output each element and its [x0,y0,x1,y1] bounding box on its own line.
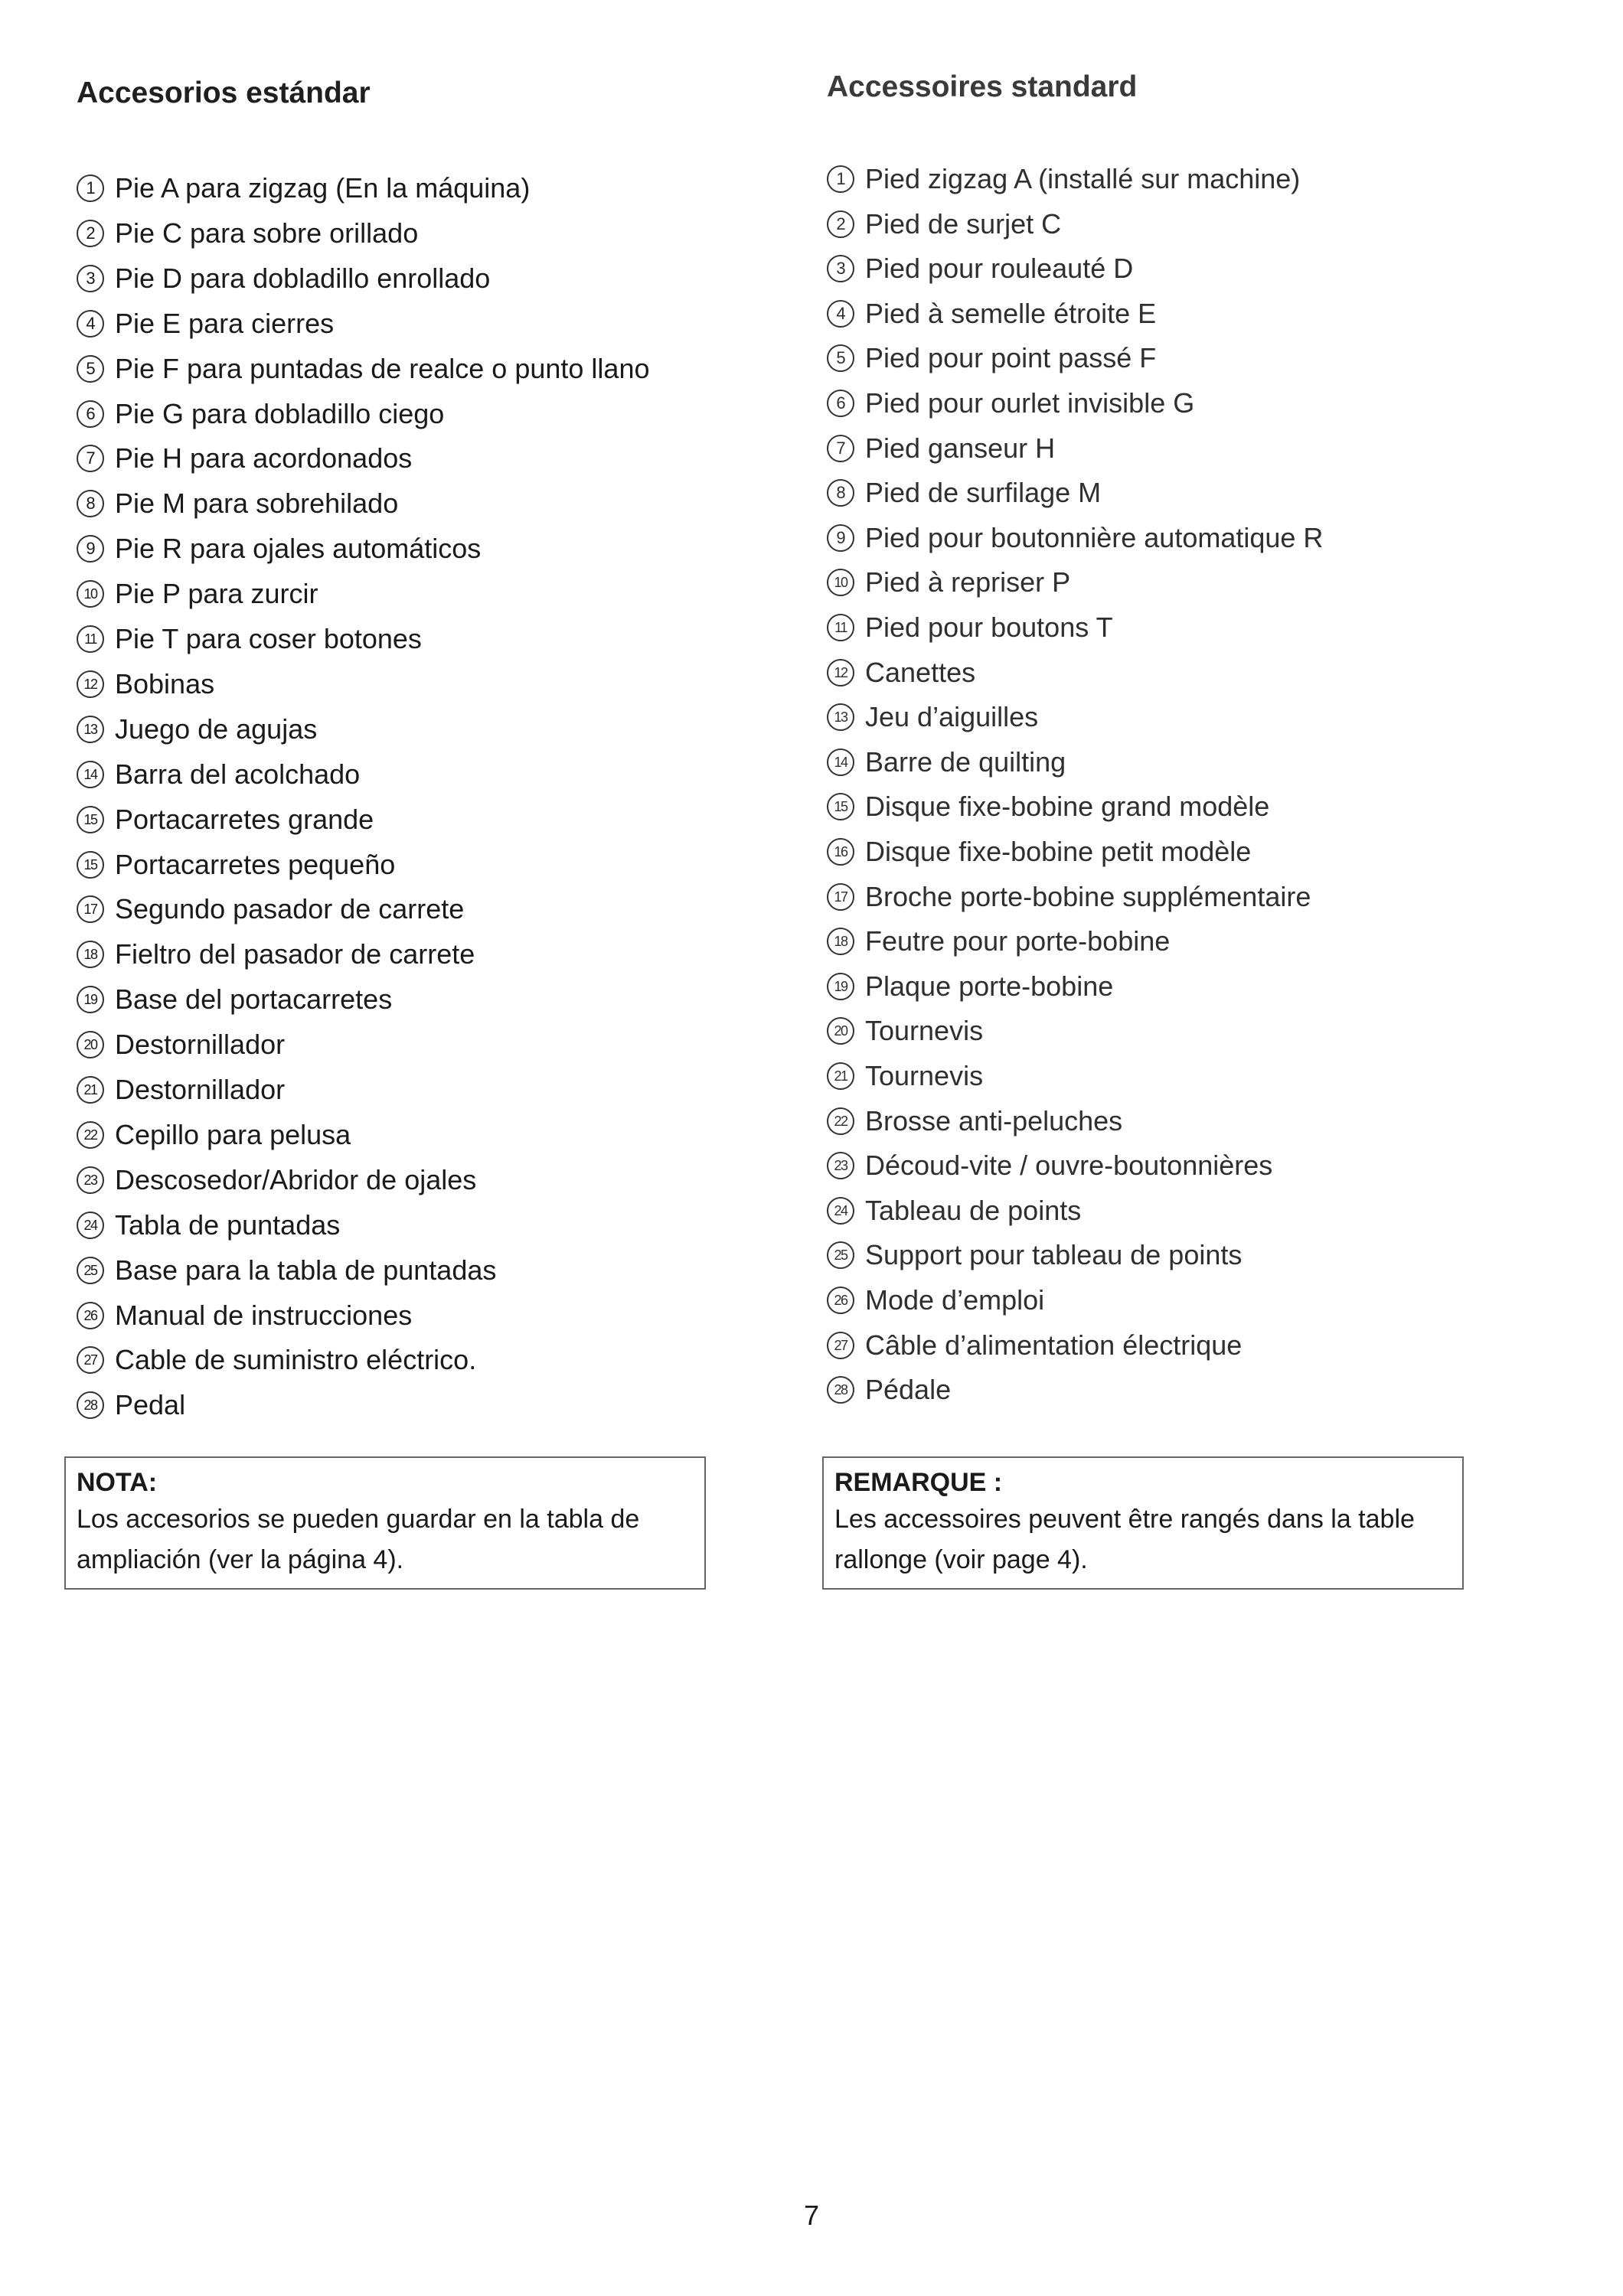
list-item [77,1254,496,1287]
item-label: Pie C para sobre orillado [115,217,419,249]
item-number-badge: 14 [827,748,854,776]
item-label: Mode d’emploi [865,1284,1045,1316]
item-number-badge: 24 [77,1212,104,1239]
item-number-badge: 23 [77,1166,104,1194]
item-label: Câble d’alimentation électrique [865,1329,1243,1361]
item-number-badge: 28 [77,1391,104,1419]
item-number-badge: 7 [77,445,104,472]
list-item [77,803,374,837]
item-number-badge: 15 [77,806,104,833]
item-label: Pied pour ourlet invisible G [865,387,1195,419]
item-number-badge: 24 [827,1197,854,1225]
list-item [827,476,1101,510]
item-label: Pie E para cierres [115,307,335,339]
item-label: Fieltro del pasador de carrete [115,938,475,970]
list-item [77,938,475,971]
list-item [827,745,1066,779]
note-text-line-1-french: Les accessoires peuvent être rangés dans la table [834,1505,1415,1534]
list-item [827,835,1251,869]
list-item [77,848,395,882]
item-number-badge: 6 [827,390,854,417]
item-label: Pie D para dobladillo enrollado [115,262,491,294]
item-number-badge: 14 [77,761,104,788]
list-item [827,611,1113,644]
item-label: Destornillador [115,1074,286,1105]
item-number-badge: 22 [827,1107,854,1135]
item-label: Brosse anti-peluches [865,1104,1123,1137]
list-item [77,1118,351,1152]
item-number-badge: 9 [77,535,104,563]
item-number-badge: 2 [77,220,104,247]
list-item [77,307,334,341]
list-item [77,577,318,611]
item-number-badge: 21 [827,1062,854,1090]
section-heading-spanish: Accesorios estándar [77,77,371,109]
item-number-badge: 10 [77,580,104,608]
list-item [827,1373,951,1407]
item-number-badge: 12 [77,670,104,698]
item-label: Plaque porte-bobine [865,970,1114,1002]
item-label: Base del portacarretes [115,983,393,1016]
item-label: Barre de quilting [865,745,1066,778]
list-item [77,442,412,475]
list-item [827,207,1061,241]
item-label: Base para la tabla de puntadas [115,1254,497,1286]
item-number-badge: 18 [77,941,104,968]
item-label: Tabla de puntadas [115,1208,341,1241]
list-item [827,1104,1122,1138]
item-label: Pie M para sobrehilado [115,488,399,520]
item-number-badge: 3 [827,255,854,282]
item-label: Pied de surfilage M [865,477,1102,509]
item-label: Cable de suministro eléctrico. [115,1344,477,1376]
list-item [77,262,490,295]
list-item [827,1059,983,1093]
item-number-badge: 16 [827,838,854,866]
item-label: Support pour tableau de points [865,1239,1243,1271]
item-number-badge: 25 [827,1241,854,1269]
item-label: Segundo pasador de carrete [115,893,465,925]
item-number-badge: 19 [77,986,104,1013]
list-item [77,1208,340,1242]
item-label: Pied zigzag A (installé sur machine) [865,163,1301,194]
list-item [827,656,975,690]
note-box-french [822,1456,1464,1590]
list-item [827,1014,983,1048]
item-label: Canettes [865,656,976,688]
item-label: Pie G para dobladillo ciego [115,397,445,429]
item-label: Tournevis [865,1015,984,1047]
section-heading-french: Accessoires standard [827,70,1138,103]
page-number: 7 [803,2200,820,2231]
list-item [77,622,422,656]
list-item [827,925,1170,958]
item-label: Destornillador [115,1029,286,1061]
item-number-badge: 8 [77,490,104,517]
list-item [827,162,1300,196]
item-label: Pedal [115,1389,186,1421]
item-number-badge: 17 [827,883,854,911]
item-label: Pied de surjet C [865,207,1062,240]
item-number-badge: 6 [77,400,104,428]
item-number-badge: 17 [77,895,104,923]
item-label: Juego de agujas [115,713,318,745]
item-label: Bobinas [115,667,215,700]
list-item [77,983,392,1016]
list-item [77,217,418,250]
list-item [827,252,1133,285]
list-item [827,1238,1242,1272]
list-item [77,1163,476,1197]
item-label: Pédale [865,1374,952,1406]
list-item [827,566,1070,599]
list-item [77,487,398,520]
item-label: Pie P para zurcir [115,578,318,610]
item-label: Portacarretes grande [115,803,374,835]
list-item [77,667,214,701]
item-number-badge: 11 [77,625,104,653]
item-label: Pie F para puntadas de realce o punto llano [115,352,650,384]
item-label: Descosedor/Abridor de ojales [115,1163,477,1195]
item-number-badge: 3 [77,265,104,292]
item-number-badge: 7 [827,435,854,462]
list-item [77,1028,285,1062]
item-label: Cepillo para pelusa [115,1118,351,1150]
item-label: Découd-vite / ouvre-boutonnières [865,1150,1273,1182]
item-number-badge: 27 [77,1346,104,1374]
item-number-badge: 15 [77,851,104,879]
list-item [77,397,444,431]
item-number-badge: 5 [77,355,104,383]
item-label: Pie R para ojales automáticos [115,533,482,565]
list-item [77,171,530,205]
item-label: Tableau de points [865,1194,1082,1226]
item-number-badge: 11 [827,614,854,641]
item-label: Portacarretes pequeño [115,848,396,880]
item-number-badge: 15 [827,793,854,820]
item-number-badge: 19 [827,973,854,1000]
note-title-spanish: NOTA: [77,1468,158,1497]
list-item [827,386,1194,420]
item-number-badge: 23 [827,1152,854,1179]
item-label: Pied pour point passé F [865,342,1157,374]
item-label: Pie H para acordonados [115,442,413,475]
list-item [827,521,1323,555]
item-label: Broche porte-bobine supplémentaire [865,880,1311,912]
list-item [77,1073,285,1107]
list-item [827,1283,1044,1317]
list-item [77,758,360,791]
list-item [827,297,1156,331]
item-number-badge: 26 [77,1302,104,1329]
item-number-badge: 26 [827,1287,854,1314]
list-item [77,892,464,926]
note-box-spanish [64,1456,706,1590]
item-number-badge: 27 [827,1332,854,1359]
list-item [827,1329,1242,1362]
item-number-badge: 25 [77,1257,104,1284]
item-number-badge: 5 [827,344,854,372]
list-item [77,1343,476,1377]
item-label: Pied pour boutons T [865,612,1113,643]
list-item [77,1388,185,1422]
item-number-badge: 8 [827,479,854,507]
list-item [827,341,1156,375]
item-label: Jeu d’aiguilles [865,701,1039,733]
item-label: Pie A para zigzag (En la máquina) [115,172,531,204]
note-text-line-2-french: rallonge (voir page 4). [834,1545,1088,1574]
item-number-badge: 22 [77,1121,104,1149]
list-item [77,1299,412,1332]
item-number-badge: 4 [77,310,104,338]
item-label: Pied ganseur H [865,432,1056,464]
note-title-french: REMARQUE : [834,1468,1003,1497]
list-item [827,970,1113,1003]
list-item [77,532,481,566]
item-number-badge: 4 [827,300,854,328]
item-number-badge: 1 [827,165,854,193]
item-number-badge: 13 [827,703,854,731]
list-item [827,700,1038,734]
item-number-badge: 28 [827,1376,854,1404]
list-item [827,790,1269,823]
item-number-badge: 20 [77,1031,104,1058]
item-number-badge: 1 [77,174,104,202]
item-number-badge: 9 [827,524,854,552]
note-text-line-1-spanish: Los accesorios se pueden guardar en la tabla de [77,1505,640,1534]
item-number-badge: 10 [827,569,854,596]
list-item [827,880,1311,914]
item-label: Pied à repriser P [865,566,1071,598]
item-number-badge: 2 [827,210,854,238]
item-number-badge: 20 [827,1017,854,1045]
item-label: Pied pour rouleauté D [865,253,1134,285]
item-number-badge: 13 [77,716,104,743]
list-item [77,713,317,746]
item-label: Disque fixe-bobine petit modèle [865,836,1252,867]
item-label: Pie T para coser botones [115,623,422,654]
item-label: Manual de instrucciones [115,1299,413,1331]
item-number-badge: 21 [77,1076,104,1104]
item-label: Barra del acolchado [115,758,361,790]
list-item [827,1194,1081,1228]
item-label: Tournevis [865,1060,984,1091]
item-label: Feutre pour porte-bobine [865,925,1171,957]
note-text-line-2-spanish: ampliación (ver la página 4). [77,1545,404,1574]
list-item [77,352,649,386]
item-label: Disque fixe-bobine grand modèle [865,791,1270,823]
item-number-badge: 12 [827,659,854,687]
item-label: Pied pour boutonnière automatique R [865,521,1324,553]
list-item [827,432,1055,465]
list-item [827,1149,1272,1182]
item-label: Pied à semelle étroite E [865,297,1157,329]
item-number-badge: 18 [827,928,854,955]
